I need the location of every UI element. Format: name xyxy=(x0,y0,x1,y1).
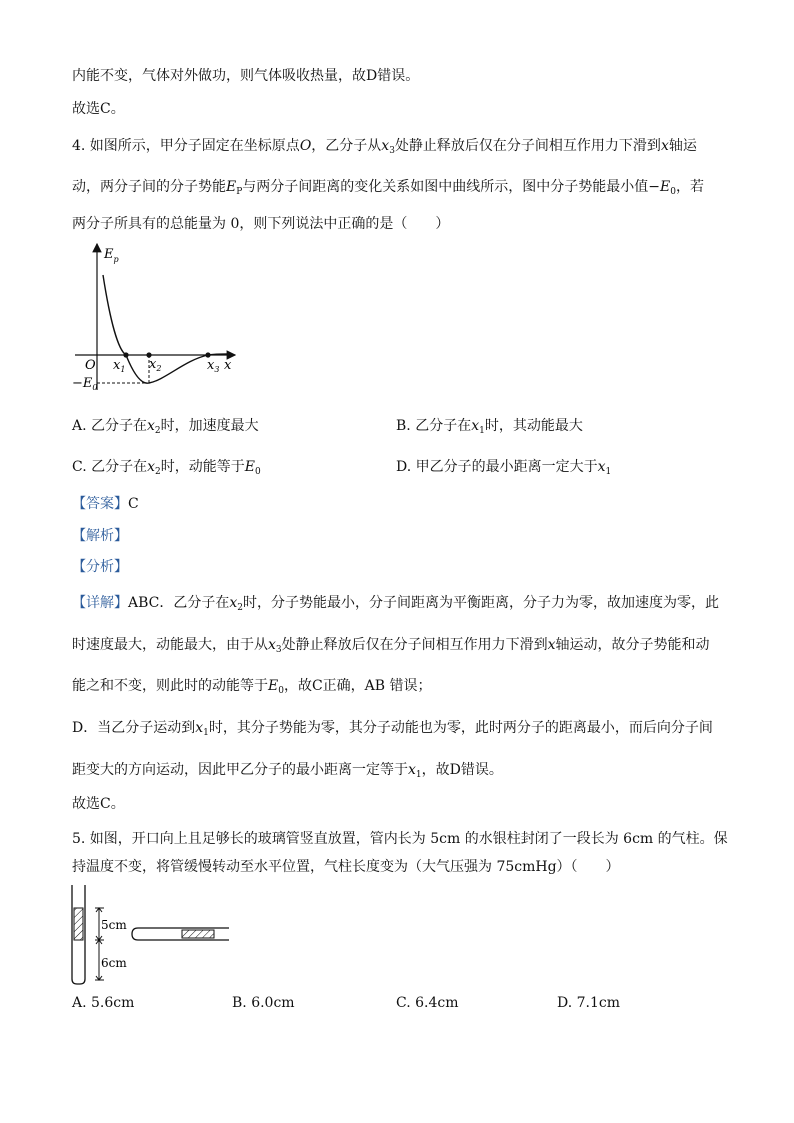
detail-line-5 xyxy=(72,760,503,785)
text-span: 两分子所具有的总能量为 0，则下列说法中正确的是（ ） xyxy=(72,216,450,232)
text-span: 内能不变，气体对外做功，则气体吸收热量，故D错误。 xyxy=(72,68,420,84)
label-5cm: 5cm xyxy=(101,918,127,932)
text-span: 故选C。 xyxy=(72,101,125,117)
text-span: 时，其分子势能为零，其分子动能也为零，此时两分子的距离最小，而后向分子间 xyxy=(208,720,713,736)
option-d xyxy=(396,457,611,482)
q5-option-d xyxy=(557,993,620,1013)
detail-line-1 xyxy=(72,593,719,618)
x-symbol: x xyxy=(597,459,606,475)
question-5-line-2 xyxy=(72,857,620,877)
min-energy-label: $-E_0$ xyxy=(72,376,98,392)
mercury-column-vertical xyxy=(74,908,83,940)
text-span: 轴运动，故分子势能和动 xyxy=(555,637,710,653)
text-span: 能之和不变，则此时的动能等于 xyxy=(72,678,268,694)
fenxi-line xyxy=(72,557,128,577)
e-symbol: E xyxy=(244,459,255,475)
text-span: ，若 xyxy=(675,179,704,195)
x-symbol: x xyxy=(660,138,669,154)
detail-line-4 xyxy=(72,718,713,743)
text-span: 与两分子间距离的变化关系如图中曲线所示，图中分子势能最小值 xyxy=(242,179,649,195)
subscript: 2 xyxy=(155,467,161,477)
subscript: P xyxy=(236,187,243,197)
text-span: A. 5.6cm xyxy=(72,995,135,1011)
answer-value: C xyxy=(128,496,139,512)
q5-option-b xyxy=(232,993,295,1013)
text-span: 距变大的方向运动，因此甲乙分子的最小距离一定等于 xyxy=(72,762,408,778)
x-symbol: x xyxy=(408,762,416,778)
text-span: 处静止释放后仅在分子间相互作用力下滑到 xyxy=(394,138,661,154)
subscript: 0 xyxy=(255,467,261,477)
text-span: ，故C正确，AB 错误； xyxy=(283,678,432,694)
text-span: 5. 如图，开口向上且足够长的玻璃管竖直放置，管内长为 5cm 的水银柱封闭了一段长为 6cm 的气柱。保 xyxy=(72,831,728,847)
question-4-line-3 xyxy=(72,214,449,234)
text-span: 故选C。 xyxy=(72,796,125,812)
x1-point xyxy=(123,352,128,357)
subscript: 3 xyxy=(275,645,282,655)
x-symbol: x xyxy=(147,418,155,434)
subscript: 0 xyxy=(278,686,284,696)
subscript: 1 xyxy=(479,426,485,436)
x1-label: $x_1$ xyxy=(113,358,126,374)
option-a xyxy=(72,416,259,441)
answer-line xyxy=(72,494,139,514)
x3-symbol: x xyxy=(381,138,390,154)
glass-tube-figure xyxy=(66,883,236,987)
x-symbol: x xyxy=(147,459,156,475)
detail-tag: 【详解】 xyxy=(72,595,128,611)
x-symbol: x xyxy=(229,595,238,611)
ep-symbol: E xyxy=(226,179,237,195)
question-4-line-2 xyxy=(72,177,704,202)
text-span: D. 7.1cm xyxy=(557,995,621,1011)
text-span: 时速度最大，动能最大，由于从 xyxy=(72,637,268,653)
text-span: 持温度不变，将管缓慢转动至水平位置，气柱长度变为（大气压强为 75cmHg）（ ） xyxy=(72,859,620,875)
jiexi-tag: 【解析】 xyxy=(72,528,128,544)
text-span: 4. 如图所示，甲分子固定在坐标原点 xyxy=(72,138,300,154)
detail-line-3 xyxy=(72,676,432,701)
x2-label: $x_2$ xyxy=(149,357,162,373)
label-6cm: 6cm xyxy=(101,956,127,970)
e-symbol: E xyxy=(268,678,279,694)
text-span: ABC．乙分子在 xyxy=(128,595,230,611)
text-span: C. 6.4cm xyxy=(396,995,459,1011)
x-symbol: x xyxy=(471,418,480,434)
text-span: A. 乙分子在 xyxy=(72,418,148,434)
q5-option-a xyxy=(72,993,134,1013)
subscript: 2 xyxy=(154,426,161,436)
text-span: 时，动能等于 xyxy=(160,459,245,475)
text-span: D. 甲乙分子的最小距离一定大于 xyxy=(396,459,598,475)
detail-line-2 xyxy=(72,635,710,660)
answer-tag: 【答案】 xyxy=(72,496,128,512)
subscript: 1 xyxy=(605,467,612,477)
subscript: 3 xyxy=(389,146,395,156)
text-line xyxy=(72,99,125,119)
q5-option-c xyxy=(396,993,459,1013)
x3-label: $x_3$ xyxy=(207,358,220,374)
subscript: 1 xyxy=(415,770,422,780)
text-span: 动，两分子间的分子势能 xyxy=(72,179,226,195)
subscript: 2 xyxy=(237,603,244,613)
text-span: ，乙分子从 xyxy=(311,138,382,154)
x3-point xyxy=(205,352,210,357)
fenxi-tag: 【分析】 xyxy=(72,559,128,575)
x-symbol: x xyxy=(195,720,204,736)
text-span: ，故D错误。 xyxy=(421,762,503,778)
origin-symbol: O xyxy=(299,138,312,154)
text-line xyxy=(72,66,419,86)
subscript: 0 xyxy=(670,187,676,197)
potential-energy-graph xyxy=(70,240,245,400)
detail-line-6 xyxy=(72,794,125,814)
text-span: B. 乙分子在 xyxy=(396,418,472,434)
text-span: 轴运 xyxy=(668,138,697,154)
question-4-line-1 xyxy=(72,136,697,161)
subscript: 1 xyxy=(203,728,209,738)
text-span: 时，分子势能最小，分子间距离为平衡距离，分子力为零，故加速度为零，此 xyxy=(243,595,720,611)
option-c xyxy=(72,457,261,482)
question-5-line-1 xyxy=(72,829,728,849)
text-span: C. 乙分子在 xyxy=(72,459,148,475)
text-span: 处静止释放后仅在分子间相互作用力下滑到 xyxy=(281,637,548,653)
text-span: B. 6.0cm xyxy=(232,995,295,1011)
x-axis-label: x xyxy=(224,358,232,373)
axis-label-ep: $E_p$ xyxy=(104,247,119,264)
text-span: D．当乙分子运动到 xyxy=(72,720,196,736)
x-symbol: x xyxy=(268,637,276,653)
minus-e0-symbol: −E xyxy=(648,179,671,195)
origin-label: O xyxy=(85,358,96,373)
x-symbol: x xyxy=(547,637,556,653)
jiexi-line xyxy=(72,526,128,546)
option-b xyxy=(396,416,583,441)
text-span: 时，其动能最大 xyxy=(484,418,583,434)
mercury-column-horizontal xyxy=(182,930,214,938)
text-span: 时，加速度最大 xyxy=(160,418,259,434)
